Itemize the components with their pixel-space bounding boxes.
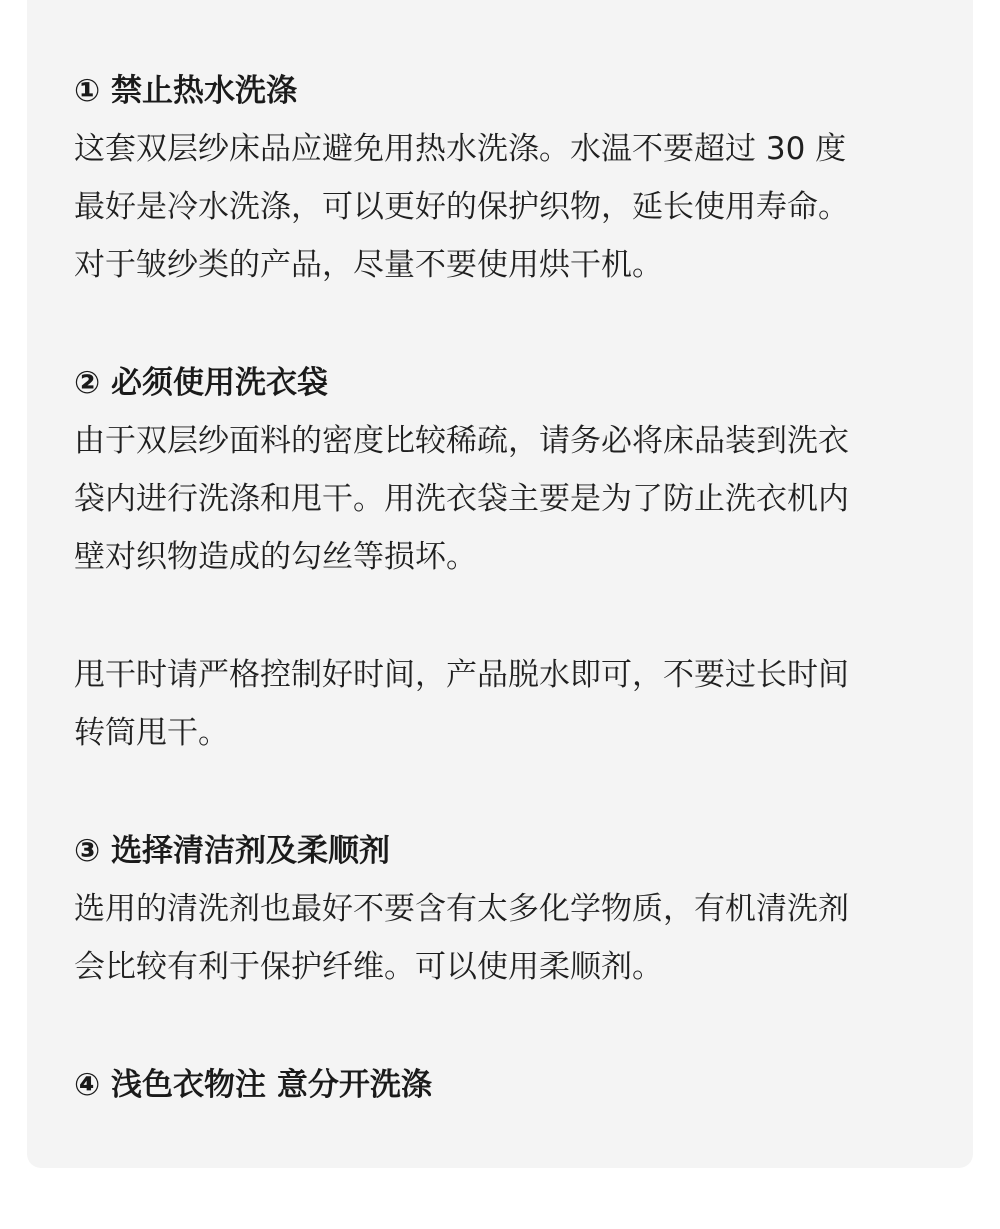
section-spacer <box>74 294 934 354</box>
section-spacer <box>74 996 934 1056</box>
section-body-1 <box>74 120 934 294</box>
section-body-3 <box>74 880 934 996</box>
body-line: 对于皱纱类的产品，尽量不要使用烘干机。 <box>74 247 663 283</box>
section-spacer <box>74 762 934 822</box>
care-instructions <box>74 62 934 1114</box>
body-line: 袋内进行洗涤和甩干。用洗衣袋主要是为了防止洗衣机内 <box>74 481 849 517</box>
section-heading-2: ② 必须使用洗衣袋 <box>74 365 329 401</box>
body-line: 转筒甩干。 <box>74 715 229 751</box>
body-line: 最好是冷水洗涤，可以更好的保护织物，延长使用寿命。 <box>74 189 849 225</box>
section-heading-3: ③ 选择清洁剂及柔顺剂 <box>74 833 391 869</box>
body-line: 会比较有利于保护纤维。可以使用柔顺剂。 <box>74 949 663 985</box>
section-heading-1: ① 禁止热水洗涤 <box>74 73 298 109</box>
body-line: 选用的清洗剂也最好不要含有太多化学物质，有机清洗剂 <box>74 891 849 927</box>
body-line: 由于双层纱面料的密度比较稀疏，请务必将床品装到洗衣 <box>74 423 849 459</box>
body-line: 这套双层纱床品应避免用热水洗涤。水温不要超过 30 度 <box>74 131 847 167</box>
section-spacer <box>74 586 934 646</box>
section-body-2 <box>74 412 934 586</box>
section-heading-4: ④ 浅色衣物注 意分开洗涤 <box>74 1067 432 1103</box>
body-line: 壁对织物造成的勾丝等损坏。 <box>74 539 477 575</box>
section-body-2-extra <box>74 646 934 762</box>
body-line: 甩干时请严格控制好时间，产品脱水即可，不要过长时间 <box>74 657 849 693</box>
